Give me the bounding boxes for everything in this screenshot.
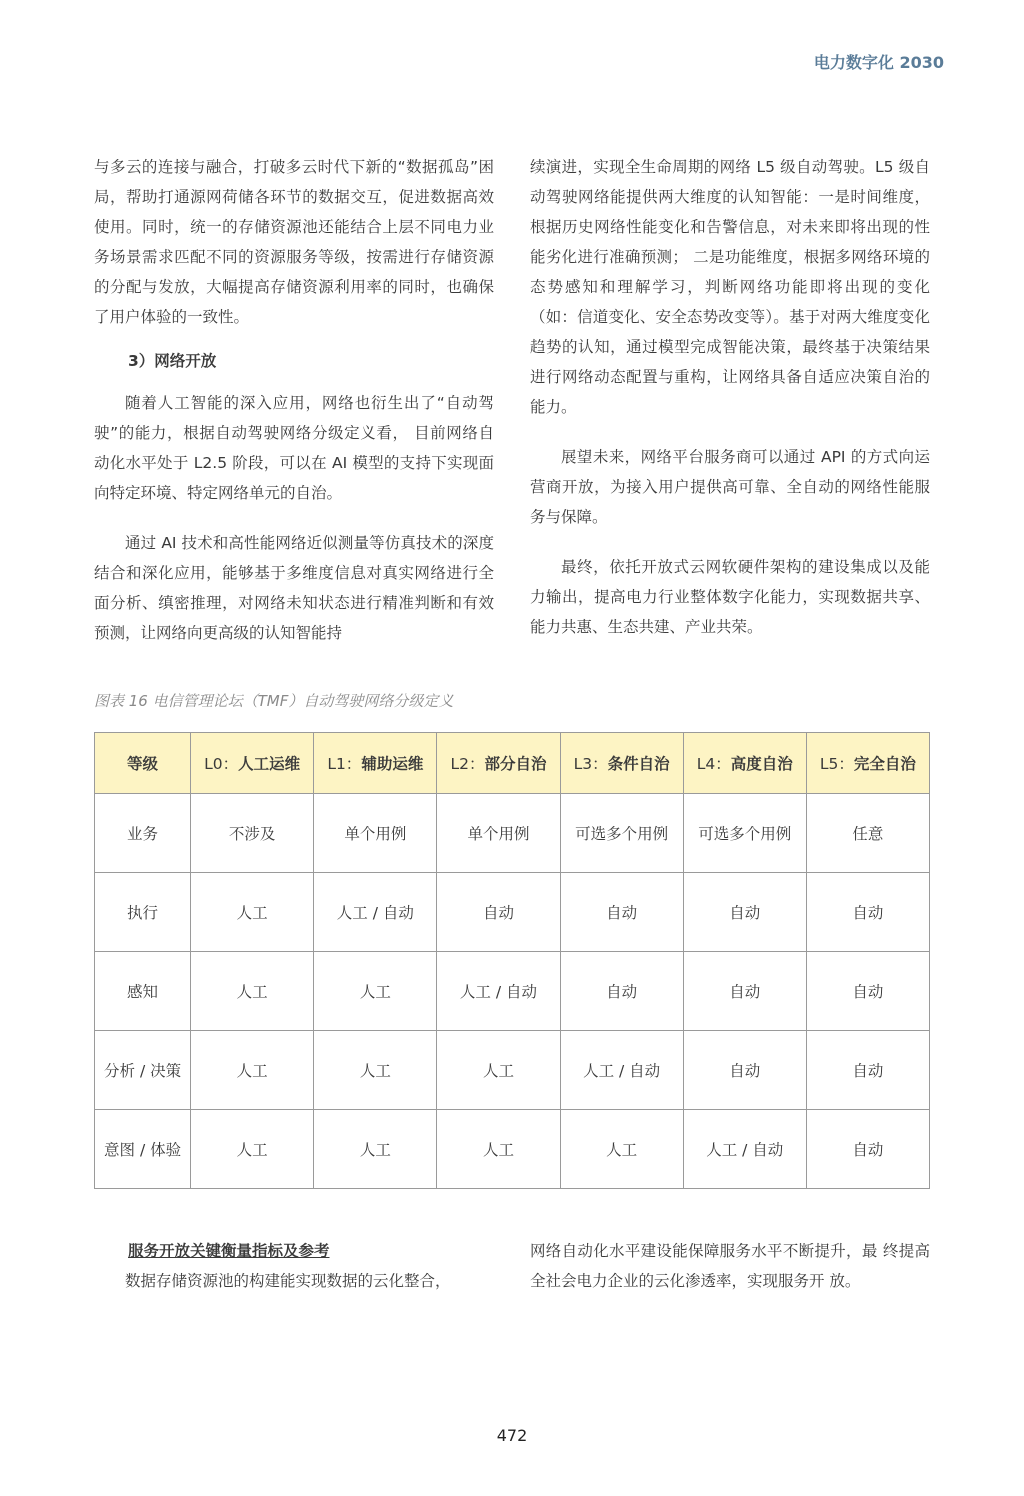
table-cell: 自动: [806, 1031, 929, 1110]
kpi-heading: 服务开放关键衡量指标及参考: [128, 1242, 330, 1260]
header-cell-l5: L5：完全自治: [806, 733, 929, 794]
table-cell: 自动: [806, 952, 929, 1031]
table-cell: 可选多个用例: [560, 794, 683, 873]
header-cell-l3: L3：条件自治: [560, 733, 683, 794]
table-cell: 自动: [683, 952, 806, 1031]
header-cell-level: 等级: [95, 733, 191, 794]
row-label: 分析 / 决策: [95, 1031, 191, 1110]
bottom-right-text: 网络自动化水平建设能保障服务水平不断提升，最 终提高全社会电力企业的云化渗透率，实现服务开 放。: [530, 1242, 930, 1290]
bottom-right-block: [530, 1236, 930, 1296]
row-label: 业务: [95, 794, 191, 873]
table-cell: 人工: [437, 1110, 560, 1189]
figure-caption: 图表 16 电信管理论坛（TMF）自动驾驶网络分级定义: [94, 692, 454, 710]
table-cell: 人工: [314, 1031, 437, 1110]
right-paragraph-2: 展望未来，网络平台服务商可以通过 API 的方式向运营商开放，为接入用户提供高可靠、全自动的网络性能服务与保障。: [530, 448, 930, 526]
table-cell: 自动: [806, 873, 929, 952]
table-cell: 人工: [314, 952, 437, 1031]
table-cell: 人工: [191, 1110, 314, 1189]
right-paragraph-3: 最终，依托开放式云网软硬件架构的建设集成以及能力输出，提高电力行业整体数字化能力，实现数据共享、能力共惠、生态共建、产业共荣。: [530, 558, 930, 636]
left-column: [94, 152, 494, 648]
table-cell: 任意: [806, 794, 929, 873]
left-paragraph-1: 与多云的连接与融合，打破多云时代下新的“数据孤岛”困局，帮助打通源网荷储各环节的数据交互，促进数据高效使用。同时，统一的存储资源池还能结合上层不同电力业务场景需求匹配不同的资源服务等级，按需进行存储资源的分配与发放，大幅提高存储资源利用率的同时，也确保了用户体验的一致性。: [94, 158, 494, 326]
tmf-autonomy-level-table: [94, 732, 930, 1189]
left-paragraph-3: 通过 AI 技术和高性能网络近似测量等仿真技术的深度结合和深化应用，能够基于多维度信息对真实网络进行全面分析、缜密推理，对网络未知状态进行精准判断和有效预测，让网络向更高级的认知智能持: [94, 534, 494, 642]
table-cell: 自动: [683, 873, 806, 952]
row-label: 意图 / 体验: [95, 1110, 191, 1189]
table-cell: 自动: [806, 1110, 929, 1189]
table-cell: 可选多个用例: [683, 794, 806, 873]
table-cell: 人工 / 自动: [314, 873, 437, 952]
row-label: 感知: [95, 952, 191, 1031]
header-cell-l0: L0：人工运维: [191, 733, 314, 794]
table-cell: 自动: [683, 1031, 806, 1110]
header-cell-l1: L1：辅助运维: [314, 733, 437, 794]
running-header-title: 电力数字化 2030: [813, 53, 944, 72]
table-cell: 自动: [560, 952, 683, 1031]
table-row: [95, 873, 930, 952]
table-cell: 人工: [314, 1110, 437, 1189]
right-column: [530, 152, 930, 642]
table-cell: 人工 / 自动: [683, 1110, 806, 1189]
bottom-left-text: 数据存储资源池的构建能实现数据的云化整合，: [125, 1272, 451, 1290]
section-heading-network-opening: 3）网络开放: [128, 352, 217, 370]
right-paragraph-1: 续演进，实现全生命周期的网络 L5 级自动驾驶。L5 级自动驾驶网络能提供两大维度的认知智能：一是时间维度，根据历史网络性能变化和告警信息，对未来即将出现的性能劣化进行准确预测； 二是功能维度，根据多网络环境的态势感知和理解学习，判断网络功能即将出现的变化（如：信道变化、安全态势改变等）。基于对两大维度变化趋势的认知，通过模型完成智能决策，最终基于决策结果进行网络动态配置与重构，让网络具备自适应决策自治的能力。: [530, 158, 930, 416]
left-paragraph-2: 随着人工智能的深入应用，网络也衍生出了“自动驾驶”的能力，根据自动驾驶网络分级定义看， 目前网络自动化水平处于 L2.5 阶段，可以在 AI 模型的支持下实现面向特定环境、特定网络单元的自治。: [94, 394, 494, 502]
table-cell: 不涉及: [191, 794, 314, 873]
row-label: 执行: [95, 873, 191, 952]
table-cell: 人工: [560, 1110, 683, 1189]
table-cell: 人工: [437, 1031, 560, 1110]
header-cell-l2: L2：部分自治: [437, 733, 560, 794]
bottom-left-block: [94, 1236, 494, 1296]
table-cell: 人工: [191, 1031, 314, 1110]
table-row: [95, 1110, 930, 1189]
page-number: 472: [496, 1426, 528, 1445]
table-cell: 单个用例: [437, 794, 560, 873]
table-cell: 人工 / 自动: [560, 1031, 683, 1110]
table-header-row: [95, 733, 930, 794]
table-row: [95, 1031, 930, 1110]
table-cell: 单个用例: [314, 794, 437, 873]
table-row: [95, 952, 930, 1031]
header-cell-l4: L4：高度自治: [683, 733, 806, 794]
table-cell: 自动: [437, 873, 560, 952]
table-cell: 人工 / 自动: [437, 952, 560, 1031]
table-cell: 人工: [191, 873, 314, 952]
table-row: [95, 794, 930, 873]
table-cell: 人工: [191, 952, 314, 1031]
table-cell: 自动: [560, 873, 683, 952]
